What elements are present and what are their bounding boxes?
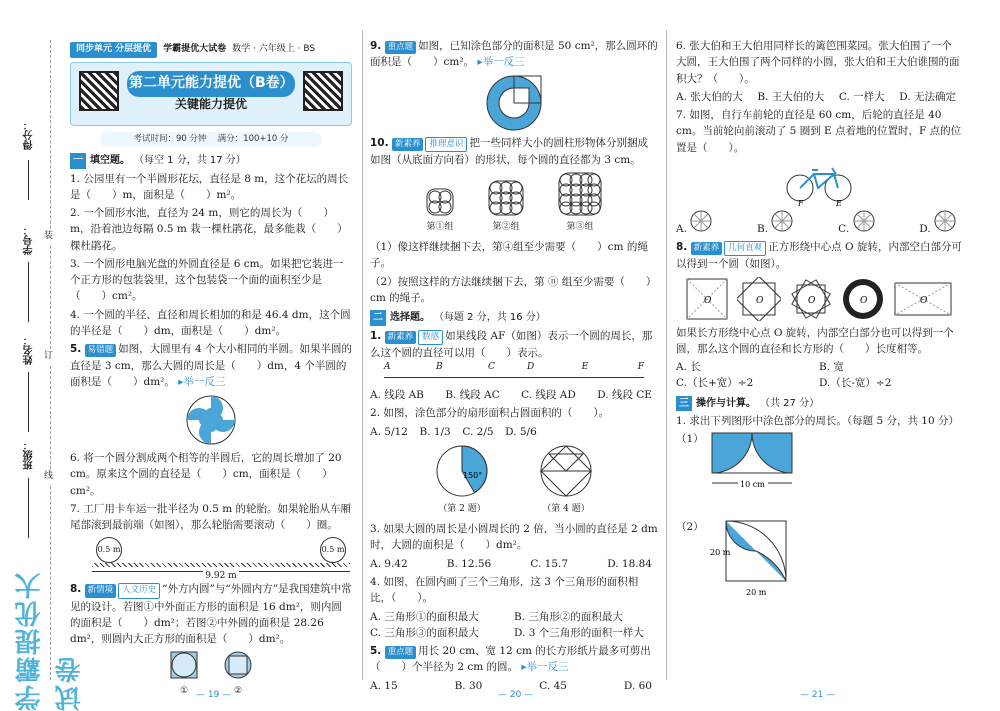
question-10-text: 把一些同样大小的圆柱形物体分别捆成如图（从底面方向看）的形状，每个圆的直径都为 3 cm。 <box>370 136 648 166</box>
question-5-text: 如图，大圆里有 4 个大小相同的半圆。如果半圆的直径是 3 cm，那么大圆的周长是（ ）dm，4 个半圆的面积是（ ）dm²。 <box>70 343 353 388</box>
choice-8-followup: 如果长方形绕中心点 O 旋转，内部空白部分也可以得到一个圆，那么这个圆的直径和长方形的（ ）长度相等。 <box>676 326 954 355</box>
badge: 推理意识 <box>425 137 467 152</box>
question-3: 3. 一个圆形电脑光盘的外圆直径是 6 cm。如果把它装进一个正方形的包装袋里，这个包装袋一个面的面积至少是（ ）cm²。 <box>70 257 344 303</box>
series-tag: 同步单元 分层提优 <box>70 42 157 58</box>
choice-3: 3. 如果大圆的周长是小圆周长的 2 倍，当小圆的直径是 2 dm 时，大圆的面积是（ ）dm²。 <box>370 523 658 552</box>
badge: 新素养 <box>691 242 723 255</box>
choice-2-options <box>370 424 543 440</box>
figure-caption: （第 4 题） <box>542 504 590 515</box>
qr-code-icon <box>303 71 343 111</box>
section-number: 三 <box>676 396 692 412</box>
bicycle-icon <box>784 160 854 206</box>
choice-7: 7. 如图，自行车前轮的直径是 60 cm，后轮的直径是 40 cm。当前轮向前滚动了 5 圈到 E 点着地的位置时，F 点的位置是（ ）。 <box>676 109 962 154</box>
question-9: 9. 重点题 如图，已知涂色部分的面积是 50 cm²，那么圆环的面积是（ ）cm²。 ▸举一反三 <box>370 40 658 69</box>
svg-text:O: O <box>920 295 928 306</box>
section-title: 选择题。 <box>390 312 430 324</box>
segment-af-figure <box>384 363 644 385</box>
square-rotation-icon <box>737 277 781 321</box>
option[interactable]: C.（长+宽）÷2 <box>676 377 754 390</box>
option[interactable]: B. <box>757 210 793 237</box>
bottom-dimension: 20 m <box>745 588 766 598</box>
question-1: 1. 公园里有一个半圆形花坛，直径是 8 m，这个花坛的周长是（ ）m，面积是（ ）m²。 <box>70 172 349 201</box>
badge: 几何直观 <box>724 241 766 256</box>
section-note: （每空 1 分，共 17 分） <box>134 155 246 167</box>
length-dimension: 9.92 m <box>92 571 350 580</box>
option[interactable]: A. 9.42 <box>370 557 408 570</box>
option[interactable]: C. 三角形③的面积最大 <box>370 626 479 639</box>
student-id-line <box>28 262 29 322</box>
class-field-label: 班级： <box>24 440 35 470</box>
choice-4: 4. 如图，在圆内画了三个三角形，这 3 个三角形的面积相比，（ ）。 <box>370 575 639 605</box>
sector-angle: 150° <box>463 470 483 480</box>
unit-title: 第二单元能力提优（B卷） <box>127 71 295 97</box>
option[interactable]: B. 王大伯的大 <box>757 90 825 103</box>
score-line <box>28 160 29 200</box>
column-divider <box>666 30 667 680</box>
choice-8-text: 正方形绕中心点 O 旋转，内部空白部分可以得到一个圆（如图）。 <box>676 241 962 271</box>
page-number: — 21 — <box>800 690 836 701</box>
bundle-icon <box>558 172 602 216</box>
choice-8: 8. 新素养 几何直观 正方形绕中心点 O 旋转，内部空白部分可以得到一个圆（如图）。 <box>676 241 962 271</box>
choice-1-options <box>370 387 658 403</box>
badge: 重点题 <box>385 41 417 54</box>
column-divider <box>362 30 363 680</box>
option[interactable]: D. 3 个三角形的面积一样大 <box>514 626 644 639</box>
operation-1b <box>676 519 962 605</box>
ring-rotation-icon <box>841 277 885 321</box>
badge: 重点题 <box>385 646 417 659</box>
point-label: A <box>384 362 391 373</box>
triangles-figure <box>539 444 593 517</box>
figure-1 <box>170 651 198 698</box>
unit-subtitle: 关键能力提优 <box>174 96 247 111</box>
bundle-group-1 <box>426 188 454 235</box>
question-10: 10. 新素养 推理意识 把一些同样大小的圆柱形物体分别捆成如图（从底面方向看）的形状，每个圆的直径都为 3 cm。 <box>370 136 648 166</box>
pinwheel-figure <box>70 394 352 446</box>
svg-text:O: O <box>808 295 816 306</box>
name-field-label: 姓名： <box>24 335 35 365</box>
width-dimension: 10 cm <box>739 480 765 490</box>
option[interactable]: D. 无法确定 <box>899 90 956 103</box>
brand-logo-text: 学霸提优大试卷 <box>15 571 86 711</box>
subquestion-label: （1） <box>676 433 704 446</box>
badge: 新情境 <box>85 584 117 597</box>
option[interactable]: A. 线段 AB <box>370 389 424 402</box>
binding-sidebar <box>0 0 86 711</box>
option[interactable]: B. 三角形②的面积最大 <box>514 610 623 623</box>
question-8: 8. 新情境 人文历史 “外方内圆”与“外圆内方”是我国建筑中常见的设计。若图①中外面正方形的面积是 16 dm²，则内圆的面积是（ ）dm²；若图②中外圆的面积是 28.26 dm²，则圆内大正方形的面积是（ ）dm²。 <box>70 583 352 646</box>
circle-with-square-icon <box>224 651 252 679</box>
badge: 易错题 <box>85 344 117 357</box>
point-e-label: E <box>836 198 842 206</box>
bundle-figures <box>370 172 658 235</box>
badge: 新素养 <box>385 331 417 344</box>
option[interactable]: B. 线段 AC <box>445 389 500 402</box>
bundle-icon <box>488 180 524 216</box>
option[interactable]: C. 15.7 <box>530 557 569 570</box>
binding-mark: 线 <box>44 470 53 484</box>
operation-1a <box>676 431 962 493</box>
point-label: E <box>581 362 589 373</box>
page-header <box>70 42 352 58</box>
bundle-icon <box>426 188 454 216</box>
section-multiple-choice <box>370 310 658 326</box>
option[interactable]: C. 线段 AD <box>521 389 576 402</box>
badge: 新素养 <box>392 138 424 151</box>
choice-5-text: 用长 20 cm、宽 12 cm 的长方形纸片最多可剪出（ ）个半径为 2 cm 的圆。 <box>370 645 651 674</box>
point-label: D <box>527 362 535 373</box>
option[interactable]: A. 三角形①的面积最大 <box>370 610 479 623</box>
exam-score: 满分：100+10 分 <box>217 133 289 144</box>
choice-2: 2. 如图，涂色部分的扇形面积占圆面积的（ ）。 <box>370 407 610 420</box>
rectangle-rotation-icon <box>893 277 953 321</box>
side-dimension: 20 m <box>709 548 730 558</box>
triangles-in-circle-diagram <box>539 444 593 498</box>
option[interactable]: B. 30 <box>454 679 483 692</box>
name-line <box>28 372 29 432</box>
figure-caption: 第③组 <box>566 222 594 233</box>
choice-6-options <box>676 89 962 105</box>
question-8-text: “外方内圆”与“外圆内方”是我国建筑中常见的设计。若图①中外面正方形的面积是 16 dm²，则内圆的面积是（ ）dm²；若图②中外圆的面积是 28.26 dm²，则圆内大正方形的面积是（ ）dm²。 <box>70 583 352 646</box>
option[interactable]: C. 一样大 <box>838 90 885 103</box>
exam-meta <box>100 132 322 147</box>
page-number: — 19 — <box>196 690 232 701</box>
option[interactable]: D.（长-宽）÷2 <box>819 377 892 390</box>
point-label: C <box>488 362 495 373</box>
option[interactable]: C. 2/5 <box>462 425 494 438</box>
wheel-icon <box>690 210 712 232</box>
book-meta: 数学 · 六年级上 · BS <box>232 44 316 54</box>
segment-line <box>384 377 644 378</box>
choice-7-options <box>676 210 962 237</box>
wheel-icon <box>934 210 956 232</box>
square-rotation-icon <box>685 277 729 321</box>
sector-figure <box>435 444 489 517</box>
question-10-part-2: （2）按照这样的方法继续捆下去，第 ⓝ 组至少需要（ ）cm 的绳子。 <box>370 275 657 304</box>
option[interactable]: A. 15 <box>370 679 398 692</box>
student-id-field-label: 学号： <box>24 225 35 255</box>
svg-text:O: O <box>704 295 712 306</box>
choice-4-options <box>370 609 658 642</box>
ring-figure <box>370 75 658 131</box>
svg-text:O: O <box>860 295 868 306</box>
square-with-circle-icon <box>170 651 198 679</box>
bundle-group-3 <box>558 172 602 235</box>
option[interactable]: D. <box>919 210 956 237</box>
question-10-part-1: （1）像这样继续捆下去，第④组至少需要（ ）cm 的绳子。 <box>370 241 648 270</box>
sector-diagram <box>435 444 489 498</box>
binding-mark: 装 <box>44 230 53 244</box>
shaded-square-figure <box>710 519 800 605</box>
annulus-diagram <box>486 75 542 131</box>
subquestion-label: （2） <box>676 521 704 534</box>
section-note: （共 27 分） <box>760 397 820 409</box>
option[interactable]: C. 45 <box>539 679 567 692</box>
tire-left: 0.5 m <box>96 537 122 563</box>
related-practice-link[interactable]: ▸举一反三 <box>178 375 226 388</box>
book-title: 学霸提优大试卷 <box>163 44 227 54</box>
related-practice-link[interactable]: ▸举一反三 <box>521 661 569 674</box>
question-6: 6. 将一个圆分割成两个相等的半圆后，它的周长增加了 20 cm。原来这个圆的直径是（ ）cm，面积是（ ）cm²。 <box>70 452 342 497</box>
point-label: F <box>637 362 644 373</box>
svg-text:O: O <box>756 295 764 306</box>
qr-code-icon <box>79 71 119 111</box>
option[interactable]: B. 宽 <box>819 361 844 374</box>
truck-bed-figure <box>70 535 352 582</box>
option[interactable]: A. 5/12 <box>370 425 408 438</box>
choice-1-text: 如果线段 AF（如图）表示一个圆的周长，那么这个圆的直径可以用（ ）表示。 <box>370 329 653 359</box>
score-field-label: 得分： <box>24 120 35 150</box>
choice-1: 1. 新素养 数感 如果线段 AF（如图）表示一个圆的周长，那么这个圆的直径可以用（ ）表示。 <box>370 329 653 359</box>
section-fill-blank <box>70 153 352 169</box>
rotation-figures <box>676 277 962 321</box>
class-line <box>28 478 29 538</box>
page-21-column <box>676 36 962 676</box>
section-number: 二 <box>370 310 386 326</box>
question-7: 7. 工厂用卡车运一批半径为 0.5 m 的轮胎。如果轮胎从车厢尾部滚到最前端（如图），那么轮胎需要滚动（ ）圈。 <box>70 502 352 532</box>
choice-8-options <box>676 359 962 392</box>
point-f-label: F <box>798 198 804 206</box>
tire-right: 0.5 m <box>320 537 346 563</box>
shaded-rectangle-figure <box>710 431 800 493</box>
option[interactable]: A. 张大伯的大 <box>676 90 743 103</box>
point-label: B <box>436 362 443 373</box>
truck-bed <box>92 563 350 567</box>
pinwheel-diagram <box>185 394 237 446</box>
badge: 数感 <box>418 330 443 345</box>
bundle-group-2 <box>488 180 524 235</box>
section-number: 一 <box>70 153 86 169</box>
option[interactable]: C. <box>838 210 874 237</box>
section-title: 操作与计算。 <box>696 397 756 409</box>
question-5: 5. 易错题 如图，大圆里有 4 个大小相同的半圆。如果半圆的直径是 3 cm，那么大圆的周长是（ ）dm，4 个半圆的面积是（ ）dm²。 ▸举一反三 <box>70 343 353 388</box>
figure-caption: （第 2 题） <box>438 504 486 515</box>
option[interactable]: A. 长 <box>676 361 701 374</box>
figure-caption: 第②组 <box>492 222 520 233</box>
unit-banner <box>70 62 352 126</box>
page-20-column <box>370 36 658 692</box>
option[interactable]: D. 5/6 <box>505 425 537 438</box>
option[interactable]: D. 线段 CE <box>597 389 652 402</box>
section-title: 填空题。 <box>90 155 130 167</box>
option[interactable]: B. 12.56 <box>446 557 492 570</box>
page-number: — 20 — <box>498 690 534 701</box>
option[interactable]: B. 1/3 <box>419 425 451 438</box>
option[interactable]: D. 18.84 <box>607 557 652 570</box>
bicycle-figure <box>676 160 962 206</box>
section-note: （每题 2 分，共 16 分） <box>434 312 546 324</box>
badge: 人文历史 <box>118 583 160 598</box>
choice-3-options <box>370 556 658 572</box>
exam-time: 考试时间：90 分钟 <box>133 133 207 144</box>
operation-1: 1. 求出下列图形中涂色部分的周长。（每题 5 分，共 10 分） <box>676 415 959 428</box>
question-2: 2. 一个圆形水池，直径为 24 m，则它的周长为（ ）m，沿着池边每隔 0.5 m 栽一棵杜鹃花，最多能栽（ ）棵杜鹃花。 <box>70 207 348 252</box>
wheel-icon <box>853 210 875 232</box>
choice-6: 6. 张大伯和王大伯用同样长的篱笆围菜园。张大伯围了一个大圆，王大伯围了两个同样的小圆，张大伯和王大伯谁围的面积大？（ ）。 <box>676 40 960 85</box>
figure-caption: ② <box>233 685 243 696</box>
binding-mark: 订 <box>44 350 53 364</box>
figure-caption: 第①组 <box>426 222 454 233</box>
circle-figures <box>370 444 658 517</box>
question-9-text: 如图，已知涂色部分的面积是 50 cm²，那么圆环的面积是（ ）cm²。 <box>370 40 658 69</box>
related-practice-link[interactable]: ▸举一反三 <box>477 56 525 69</box>
section-operation <box>676 396 962 412</box>
question-4: 4. 一个圆的半径、直径和周长相加的和是 46.4 dm，这个圆的半径是（ ）dm，面积是（ ）dm²。 <box>70 308 351 337</box>
figure-caption: ① <box>179 685 189 696</box>
option[interactable]: D. 60 <box>623 679 652 692</box>
wheel-icon <box>771 210 793 232</box>
choice-5: 5. 重点题 用长 20 cm、宽 12 cm 的长方形纸片最多可剪出（ ）个半径为 2 cm 的圆。 ▸举一反三 <box>370 645 651 674</box>
option[interactable]: A. <box>676 210 712 237</box>
square-rotation-icon <box>789 277 833 321</box>
